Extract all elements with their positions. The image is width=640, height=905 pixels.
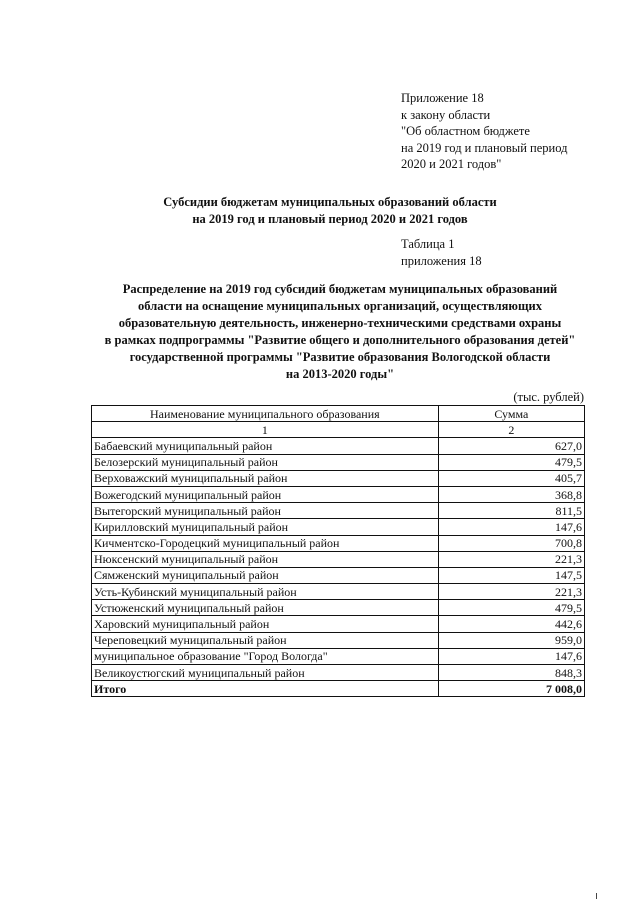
- total-label-cell: Итого: [92, 681, 439, 697]
- table-row: [92, 438, 585, 454]
- municipality-name-cell: Нюксенский муниципальный район: [92, 551, 439, 567]
- subsidy-sum-cell: 959,0: [438, 632, 584, 648]
- table-row: [92, 551, 585, 567]
- table-title-line: Распределение на 2019 год субсидий бюджетам муниципальных образований: [122, 282, 558, 296]
- municipality-name-cell: Вожегодский муниципальный район: [92, 486, 439, 502]
- table-reference: [401, 236, 482, 269]
- municipality-name-cell: Харовский муниципальный район: [92, 616, 439, 632]
- municipality-name-cell: Вытегорский муниципальный район: [92, 503, 439, 519]
- table-row: [92, 648, 585, 664]
- subsidy-sum-cell: 368,8: [438, 486, 584, 502]
- subsidy-sum-cell: 147,6: [438, 648, 584, 664]
- table-title-line: области на оснащение муниципальных организаций, осуществляющих: [138, 299, 542, 313]
- table-row: [92, 470, 585, 486]
- municipality-name-cell: Кирилловский муниципальный район: [92, 519, 439, 535]
- table-title-line: образовательную деятельность, инженерно-техническими средствами охраны: [118, 316, 562, 330]
- appendix-reference: [401, 90, 567, 173]
- page-edge-mark: [596, 893, 597, 899]
- municipality-name-cell: Великоустюгский муниципальный район: [92, 665, 439, 681]
- municipality-name-cell: Усть-Кубинский муниципальный район: [92, 584, 439, 600]
- appendix-line: на 2019 год и плановый период: [401, 140, 568, 155]
- table-title: [70, 281, 610, 383]
- table-row: [92, 503, 585, 519]
- units-label: (тыс. рублей): [513, 390, 584, 404]
- document-title-line: на 2019 год и плановый период 2020 и 2021 годов: [192, 212, 468, 226]
- total-row: [92, 681, 585, 697]
- table-row: [92, 519, 585, 535]
- subsidy-sum-cell: 627,0: [438, 438, 584, 454]
- table-title-line: на 2013-2020 годы": [285, 367, 395, 381]
- subsidy-sum-cell: 442,6: [438, 616, 584, 632]
- subsidy-sum-cell: 811,5: [438, 503, 584, 519]
- appendix-line: "Об областном бюджете: [401, 124, 530, 138]
- header-sum-cell: Сумма: [438, 406, 584, 422]
- municipality-name-cell: Кичментско-Городецкий муниципальный район: [92, 535, 439, 551]
- appendix-line: 2020 и 2021 годов": [401, 157, 502, 171]
- subsidy-sum-cell: 147,5: [438, 567, 584, 583]
- subsidy-table-body: [92, 406, 585, 697]
- table-row: [92, 454, 585, 470]
- column-number-name: 1: [92, 422, 439, 438]
- municipality-name-cell: Устюженский муниципальный район: [92, 600, 439, 616]
- table-row: [92, 567, 585, 583]
- table-row: [92, 665, 585, 681]
- subsidy-sum-cell: 221,3: [438, 584, 584, 600]
- table-reference-line: приложения 18: [401, 253, 482, 268]
- table-row: [92, 584, 585, 600]
- subsidy-sum-cell: 221,3: [438, 551, 584, 567]
- subsidy-sum-cell: 479,5: [438, 454, 584, 470]
- document-title-line: Субсидии бюджетам муниципальных образований области: [163, 195, 497, 209]
- table-title-line: государственной программы "Развитие образования Вологодской области: [129, 350, 551, 364]
- table-title-line: в рамках подпрограммы "Развитие общего и дополнительного образования детей": [104, 333, 576, 347]
- municipality-name-cell: муниципальное образование "Город Вологда": [92, 648, 439, 664]
- table-row: [92, 486, 585, 502]
- subsidy-table: [91, 405, 585, 697]
- table-row: [92, 535, 585, 551]
- subsidy-sum-cell: 405,7: [438, 470, 584, 486]
- header-name-cell: Наименование муниципального образования: [92, 406, 439, 422]
- table-row: [92, 632, 585, 648]
- column-number-row: [92, 422, 585, 438]
- table-reference-line: Таблица 1: [401, 237, 455, 251]
- total-sum-cell: 7 008,0: [438, 681, 584, 697]
- subsidy-sum-cell: 848,3: [438, 665, 584, 681]
- subsidy-sum-cell: 147,6: [438, 519, 584, 535]
- municipality-name-cell: Белозерский муниципальный район: [92, 454, 439, 470]
- subsidy-sum-cell: 479,5: [438, 600, 584, 616]
- column-number-sum: 2: [438, 422, 584, 438]
- table-row: [92, 616, 585, 632]
- subsidy-sum-cell: 700,8: [438, 535, 584, 551]
- municipality-name-cell: Череповецкий муниципальный район: [92, 632, 439, 648]
- municipality-name-cell: Верховажский муниципальный район: [92, 470, 439, 486]
- table-row: [92, 600, 585, 616]
- document-title: [60, 194, 600, 228]
- appendix-line: к закону области: [401, 107, 491, 122]
- table-header-row: [92, 406, 585, 422]
- municipality-name-cell: Сямженский муниципальный район: [92, 567, 439, 583]
- municipality-name-cell: Бабаевский муниципальный район: [92, 438, 439, 454]
- appendix-line: Приложение 18: [401, 91, 484, 105]
